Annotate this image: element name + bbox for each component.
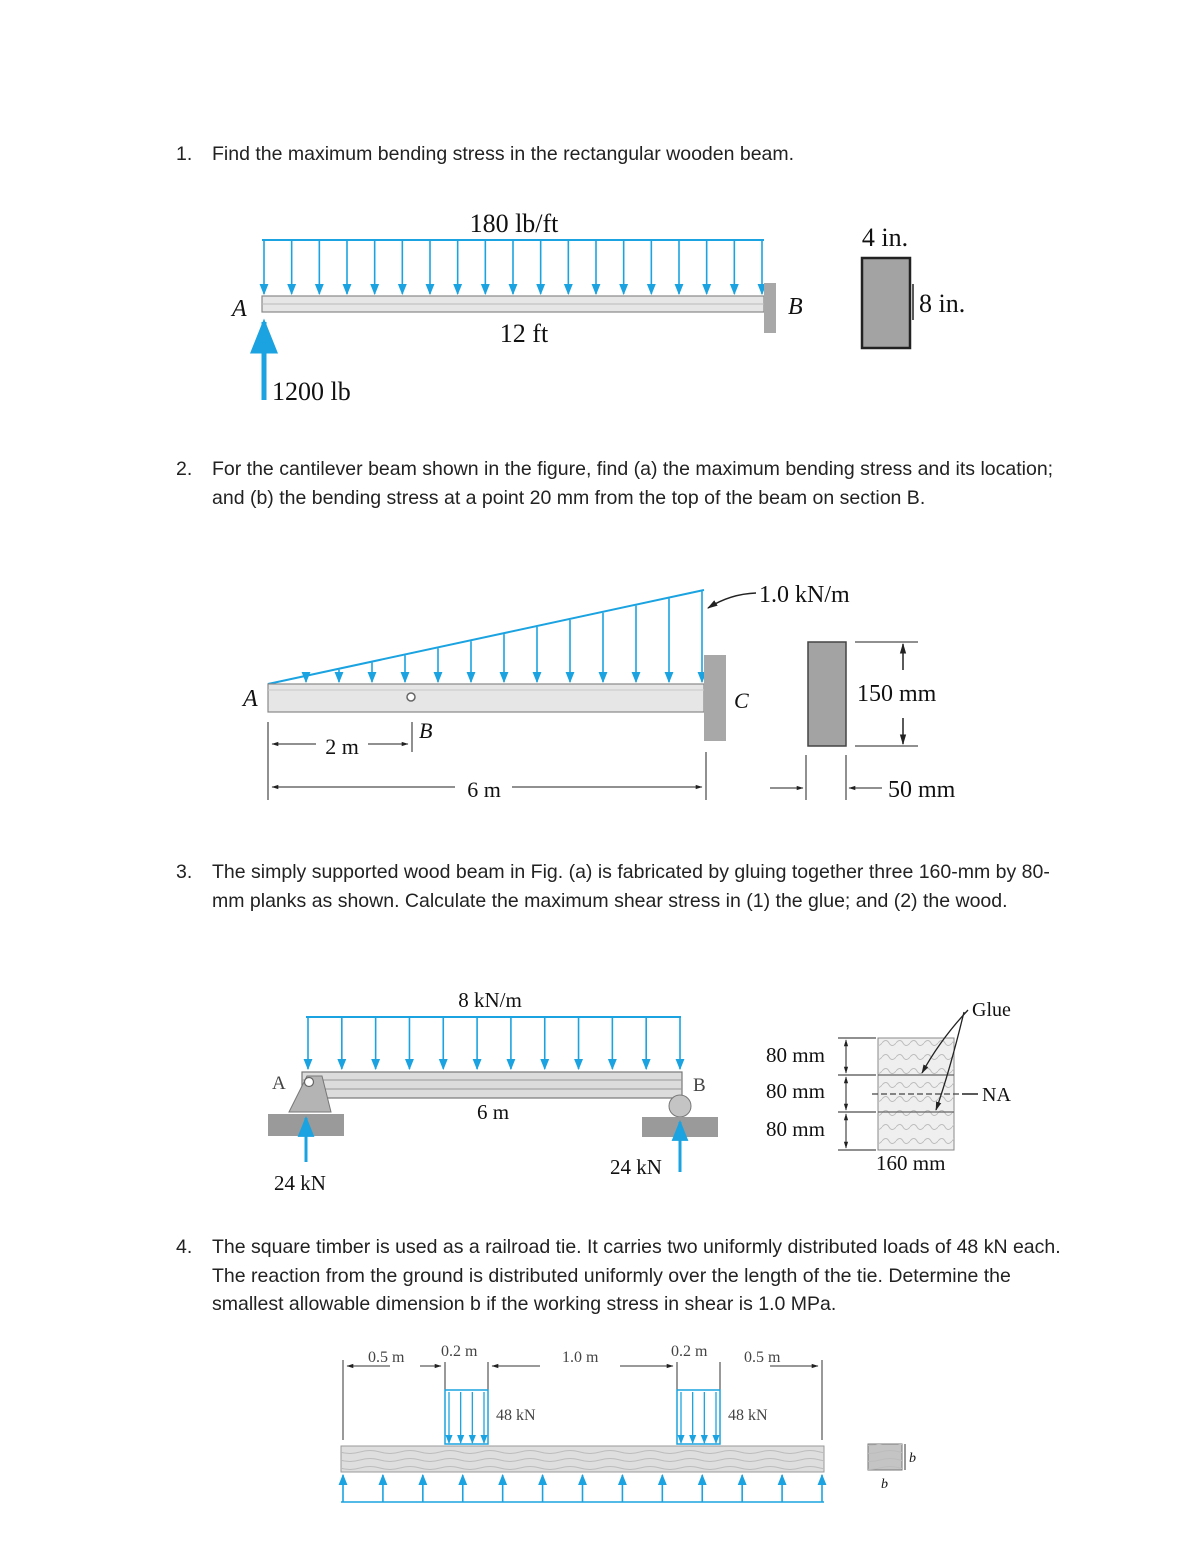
fig2-label-c: C bbox=[734, 688, 749, 713]
fig2-label-b: B bbox=[419, 718, 433, 743]
question-3-number: 3. bbox=[176, 861, 193, 883]
figure-2 bbox=[241, 582, 956, 803]
fig4-dim-end-right: 0.5 m bbox=[744, 1349, 781, 1366]
question-4-number: 4. bbox=[176, 1236, 193, 1258]
fig3-roller-support bbox=[669, 1095, 691, 1117]
fig4-dim-load-right: 0.2 m bbox=[671, 1343, 708, 1360]
fig4-load-arrows bbox=[449, 1392, 716, 1443]
fig4-load-left-box bbox=[445, 1390, 488, 1444]
fig4-load-right-label: 48 kN bbox=[728, 1407, 768, 1424]
fig4-dim-middle: 1.0 m bbox=[562, 1349, 599, 1366]
fig4-b-side-label: b bbox=[909, 1451, 916, 1466]
fig3-glue-label: Glue bbox=[972, 999, 1011, 1021]
fig3-label-a: A bbox=[272, 1073, 286, 1094]
fig2-wall-support bbox=[704, 655, 726, 741]
fig3-reaction-a-label: 24 kN bbox=[274, 1171, 326, 1195]
fig4-b-bottom-label: b bbox=[881, 1477, 888, 1492]
question-2-number: 2. bbox=[176, 458, 193, 480]
fig4-load-left-label: 48 kN bbox=[496, 1407, 536, 1424]
fig2-dim-2m: 2 m bbox=[325, 734, 359, 759]
fig2-height-label: 150 mm bbox=[857, 681, 937, 707]
fig1-height-label: 8 in. bbox=[919, 289, 966, 318]
fig2-point-b-marker bbox=[407, 693, 415, 701]
fig2-load-label: 1.0 kN/m bbox=[759, 582, 850, 608]
fig4-dim-end-left: 0.5 m bbox=[368, 1349, 405, 1366]
figure-4 bbox=[341, 1343, 916, 1502]
fig1-label-b: B bbox=[788, 294, 803, 320]
fig3-width-label: 160 mm bbox=[876, 1151, 946, 1175]
fig3-plank-1-label: 80 mm bbox=[766, 1043, 825, 1067]
question-2-text: For the cantilever beam shown in the figure, find (a) the maximum bending stress and its location; and (b) the bending stress at a point 20 mm from the top of the beam on section B. bbox=[212, 458, 1054, 509]
fig1-reaction-label: 1200 lb bbox=[272, 377, 351, 406]
fig3-plank-2-label: 80 mm bbox=[766, 1079, 825, 1103]
fig1-label-a: A bbox=[232, 296, 247, 322]
fig3-load-arrows bbox=[308, 1018, 680, 1069]
fig4-reaction-arrows bbox=[343, 1475, 822, 1502]
fig2-dim-6m: 6 m bbox=[467, 777, 501, 802]
fig3-span-label: 6 m bbox=[476, 1100, 510, 1124]
question-4-text: The square timber is used as a railroad tie. It carries two uniformly distributed loads of 48 kN each. The reaction from the ground is distributed uniformly over the length of the tie. Determine the smallest allowable dimension b if the working stress in shear is 1.0 MPa. bbox=[212, 1236, 1061, 1315]
fig2-beam bbox=[268, 684, 704, 712]
fig3-label-b: B bbox=[693, 1075, 706, 1096]
question-1-text: Find the maximum bending stress in the rectangular wooden beam. bbox=[212, 143, 795, 165]
fig3-beam bbox=[302, 1072, 682, 1098]
figure-3 bbox=[268, 988, 1011, 1195]
fig2-cross-section bbox=[808, 642, 846, 746]
fig2-load-pointer bbox=[708, 593, 756, 608]
fig2-width-label: 50 mm bbox=[888, 777, 956, 803]
question-1-number: 1. bbox=[176, 143, 193, 165]
fig3-reaction-b-label: 24 kN bbox=[610, 1155, 662, 1179]
fig4-load-right-box bbox=[677, 1390, 720, 1444]
fig1-cross-section bbox=[862, 258, 910, 348]
fig2-load-arrows bbox=[306, 591, 702, 682]
fig1-load-arrows bbox=[264, 241, 762, 294]
fig3-plank-3-label: 80 mm bbox=[766, 1117, 825, 1141]
figure-1 bbox=[230, 209, 965, 406]
fig1-width-label: 4 in. bbox=[861, 223, 909, 252]
fig3-load-label: 8 kN/m bbox=[458, 988, 522, 1012]
fig3-na-label: NA bbox=[982, 1084, 1011, 1106]
fig1-load-label: 180 lb/ft bbox=[469, 209, 559, 238]
fig4-dim-load-left: 0.2 m bbox=[441, 1343, 478, 1360]
fig2-label-a: A bbox=[243, 686, 258, 712]
question-3-text: The simply supported wood beam in Fig. (a) is fabricated by gluing together three 160-mm by 80-mm planks as shown. Calculate the maximum shear stress in (1) the glue; and (2) the wood. bbox=[212, 861, 1050, 912]
fig1-span-label: 12 ft bbox=[499, 319, 549, 348]
fig1-wall-support bbox=[764, 283, 776, 333]
fig2-load-line bbox=[268, 590, 704, 684]
